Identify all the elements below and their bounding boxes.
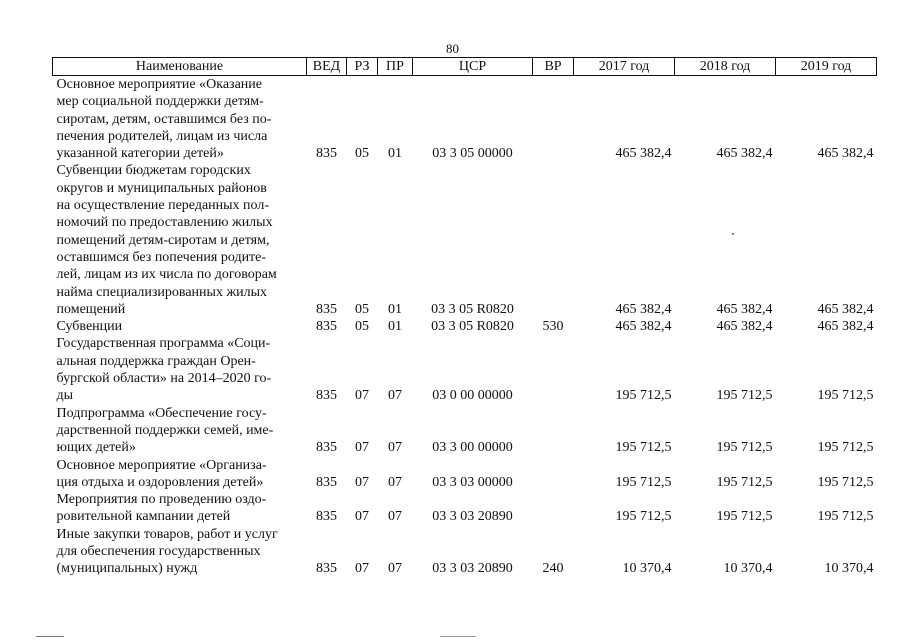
name-line: номочий по предоставлению жилых (56, 215, 273, 231)
page-number: 80 (446, 41, 459, 56)
cell-name (53, 491, 307, 526)
name-line: помещений детям-сиротам и детям, (56, 232, 270, 248)
scan-speck (732, 233, 734, 235)
cell-name (53, 405, 307, 457)
cell-pr: 01 (388, 301, 402, 317)
cell-2018: 195 712,5 (716, 474, 773, 490)
name-line: Государственная программа «Соци- (56, 336, 271, 352)
cell-pr: 07 (388, 440, 402, 456)
cell-vr: 240 (542, 561, 564, 577)
cell-2018: 195 712,5 (716, 509, 773, 525)
cell-vr (533, 76, 574, 163)
cell-pr: 07 (388, 561, 402, 577)
cell-ved: 835 (316, 146, 337, 162)
cell-csr: 03 3 05 R0820 (431, 301, 514, 317)
cell-name (53, 318, 307, 335)
cell-2018: 465 382,4 (716, 319, 773, 335)
cell-pr: 07 (388, 509, 402, 525)
name-line: Основное мероприятие «Оказание (56, 77, 262, 92)
name-line: ция отдыха и оздоровления детей» (56, 474, 264, 490)
table-body (53, 76, 877, 578)
name-line: Субвенции бюджетам городских (56, 163, 251, 179)
table-row (53, 162, 877, 318)
cell-rz: 05 (355, 319, 369, 335)
cell-pr: 07 (388, 388, 402, 404)
cell-pr: 01 (388, 319, 402, 335)
cell-2018: 465 382,4 (716, 146, 773, 162)
cell-rz: 07 (355, 509, 369, 525)
name-line: лей, лицам из их числа по договорам (56, 267, 277, 283)
cell-2018: 195 712,5 (716, 388, 773, 404)
cell-csr: 03 3 05 00000 (432, 146, 513, 162)
cell-vr (533, 335, 574, 404)
table-row (53, 76, 877, 163)
scan-edge-mark (440, 636, 476, 637)
cell-2019: 465 382,4 (817, 146, 874, 162)
name-line: печения родителей, лицам из числа (56, 128, 268, 144)
cell-name (53, 162, 307, 318)
name-line: округов и муниципальных районов (56, 180, 267, 196)
cell-2019: 195 712,5 (817, 440, 874, 456)
table-row (53, 457, 877, 492)
header-name: Наименование (53, 58, 307, 76)
cell-2017: 465 382,4 (615, 301, 672, 317)
name-line: найма специализированных жилых (56, 284, 268, 300)
cell-ved: 835 (316, 319, 337, 335)
name-line: помещений (56, 301, 126, 317)
cell-vr (533, 491, 574, 526)
cell-csr: 03 0 00 00000 (432, 388, 513, 404)
name-line: ровительной кампании детей (56, 509, 231, 525)
name-line: ды (56, 388, 74, 404)
cell-pr: 01 (388, 146, 402, 162)
header-row (53, 58, 877, 76)
cell-2019: 465 382,4 (817, 301, 874, 317)
cell-2017: 465 382,4 (615, 146, 672, 162)
header-pr: ПР (378, 58, 413, 76)
cell-2017: 195 712,5 (615, 474, 672, 490)
table-row (53, 526, 877, 578)
header-vr: ВР (533, 58, 574, 76)
header-ved: ВЕД (307, 58, 347, 76)
cell-name (53, 526, 307, 578)
cell-ved: 835 (316, 509, 337, 525)
cell-2018: 465 382,4 (716, 301, 773, 317)
cell-ved: 835 (316, 388, 337, 404)
cell-csr: 03 3 03 20890 (432, 561, 513, 577)
cell-2017: 195 712,5 (615, 388, 672, 404)
table-row (53, 335, 877, 404)
header-2018: 2018 год (675, 58, 776, 76)
name-line: (муниципальных) нужд (56, 561, 198, 577)
cell-ved: 835 (316, 301, 337, 317)
cell-csr: 03 3 05 R0820 (431, 319, 514, 335)
name-line: альная поддержка граждан Орен- (56, 353, 256, 369)
table-row (53, 491, 877, 526)
cell-ved: 835 (316, 474, 337, 490)
cell-rz: 05 (355, 146, 369, 162)
table-header (53, 58, 877, 76)
scan-edge-mark (36, 636, 64, 637)
cell-name (53, 76, 307, 163)
cell-2019: 465 382,4 (817, 319, 874, 335)
cell-rz: 07 (355, 388, 369, 404)
cell-pr: 07 (388, 474, 402, 490)
cell-2019: 195 712,5 (817, 474, 874, 490)
name-line: оставшимся без попечения родите- (56, 249, 267, 265)
cell-csr: 03 3 00 00000 (432, 440, 513, 456)
cell-rz: 05 (355, 301, 369, 317)
cell-2017: 195 712,5 (615, 509, 672, 525)
table-row (53, 318, 877, 335)
cell-ved: 835 (316, 440, 337, 456)
name-line: указанной категории детей» (56, 146, 224, 162)
name-line: дарственной поддержки семей, име- (56, 422, 274, 438)
name-line: ющих детей» (56, 440, 136, 456)
name-line: Иные закупки товаров, работ и услуг (56, 526, 278, 542)
budget-table (52, 57, 877, 578)
cell-2018: 195 712,5 (716, 440, 773, 456)
cell-2017: 465 382,4 (615, 319, 672, 335)
header-2019: 2019 год (776, 58, 877, 76)
cell-ved: 835 (316, 561, 337, 577)
cell-csr: 03 3 03 20890 (432, 509, 513, 525)
cell-2019: 195 712,5 (817, 509, 874, 525)
name-line: для обеспечения государственных (56, 544, 261, 560)
cell-rz: 07 (355, 561, 369, 577)
cell-2019: 10 370,4 (824, 561, 874, 577)
header-rz: РЗ (347, 58, 378, 76)
cell-vr (533, 405, 574, 457)
cell-2017: 195 712,5 (615, 440, 672, 456)
name-line: на осуществление переданных пол- (56, 198, 270, 214)
cell-rz: 07 (355, 440, 369, 456)
table-row (53, 405, 877, 457)
name-line: сиротам, детям, оставшимся без по- (56, 111, 272, 127)
cell-vr (533, 162, 574, 318)
cell-vr: 530 (542, 319, 564, 335)
cell-csr: 03 3 03 00000 (432, 474, 513, 490)
header-2017: 2017 год (574, 58, 675, 76)
name-line: мер социальной поддержки детям- (56, 94, 264, 110)
cell-rz: 07 (355, 474, 369, 490)
name-line: бургской области» на 2014–2020 го- (56, 371, 272, 387)
cell-vr (533, 457, 574, 492)
header-csr: ЦСР (413, 58, 533, 76)
cell-2019: 195 712,5 (817, 388, 874, 404)
name-line: Подпрограмма «Обеспечение госу- (56, 405, 267, 421)
cell-name (53, 457, 307, 492)
cell-name (53, 335, 307, 404)
name-line: Субвенции (56, 319, 123, 335)
cell-2017: 10 370,4 (622, 561, 672, 577)
name-line: Мероприятия по проведению оздо- (56, 492, 267, 508)
name-line: Основное мероприятие «Организа- (56, 457, 267, 473)
cell-2018: 10 370,4 (723, 561, 773, 577)
